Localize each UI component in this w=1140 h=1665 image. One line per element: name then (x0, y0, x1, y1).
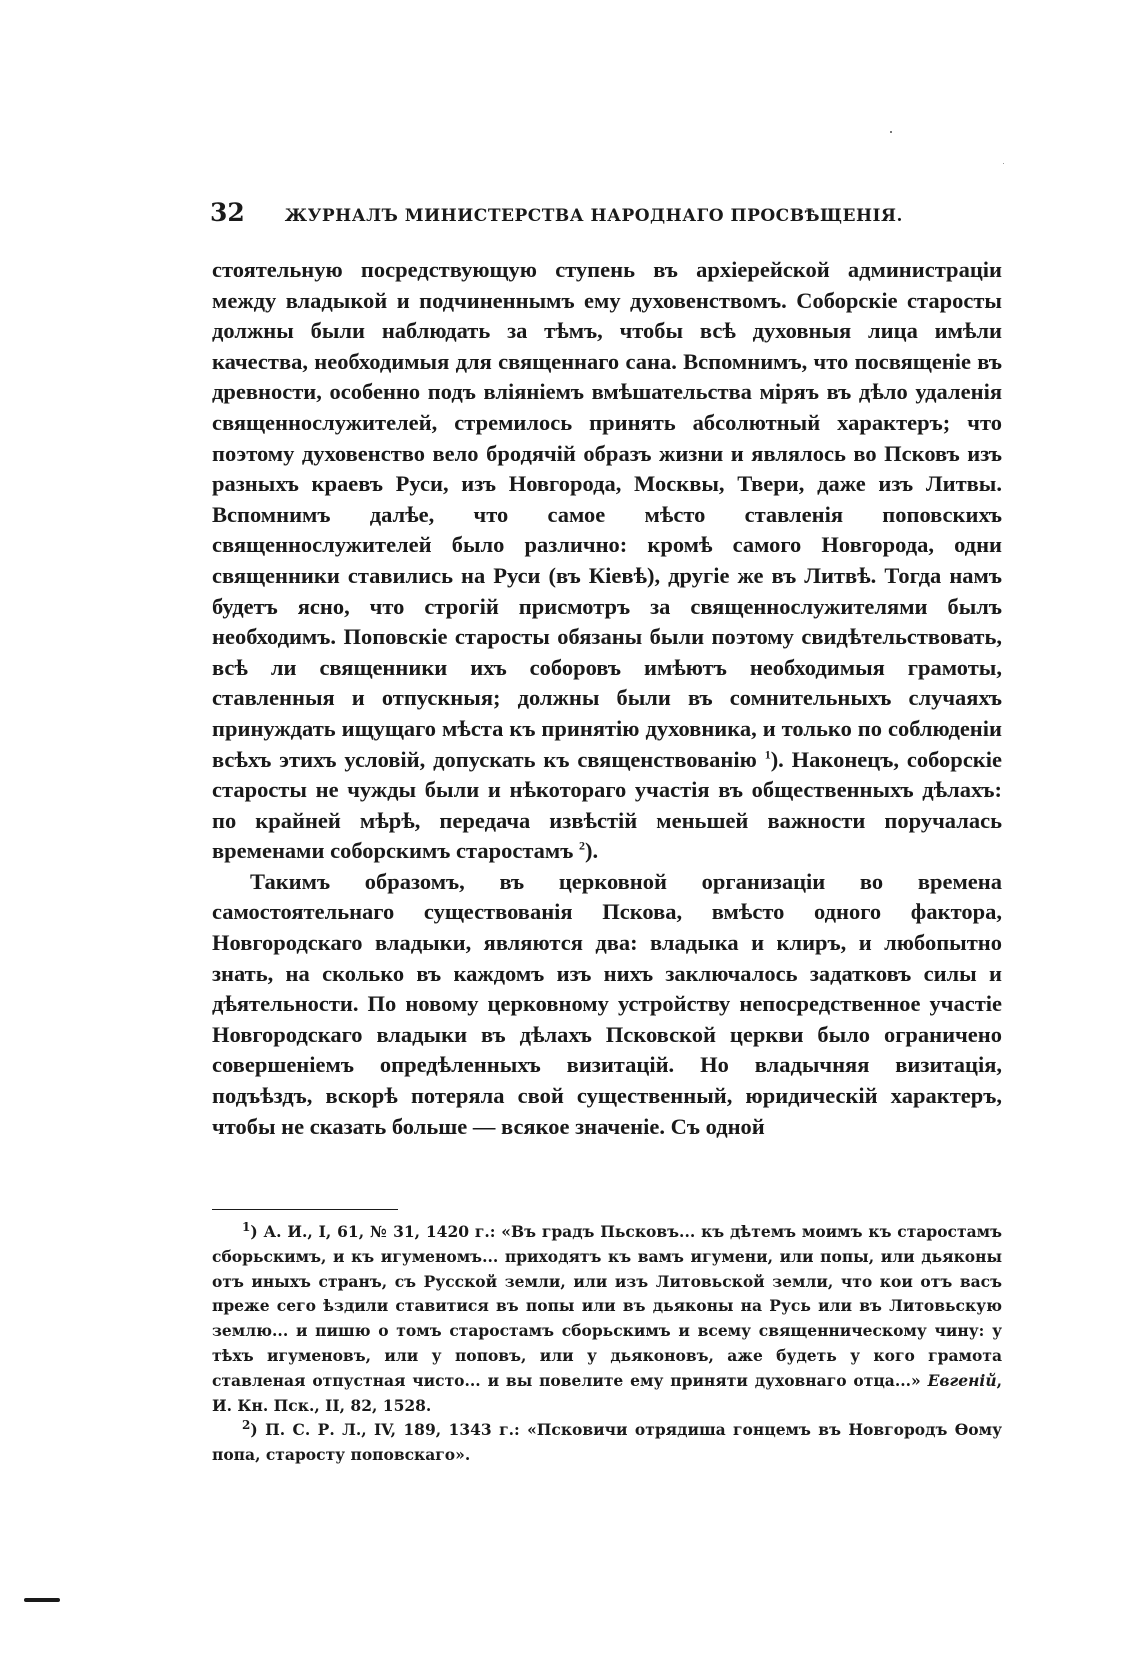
footnote (212, 1418, 1002, 1468)
footnote-text: ) П. С. Р. Л., IV, 189, 1343 г.: «Псковичи отрядиша гонцемъ въ Новгородъ Ѳому попа, старосту поповскаго». (212, 1420, 1002, 1465)
scan-speck (1003, 163, 1004, 164)
footnote (212, 1220, 1002, 1418)
scan-speck (890, 131, 892, 133)
footnote-mark: 1 (242, 1219, 251, 1234)
paragraph-text: ). Наконецъ, соборскіе старосты не чужды были и нѣкотораго участія въ общественныхъ дѣлахъ: по крайней мѣрѣ, передача извѣстій меньшей важности поручалась временами соборскимъ старостамъ (212, 746, 1003, 864)
footnote-text: , И. Кн. Пск., II, 82, 1528. (212, 1370, 1002, 1415)
paragraph-text: ). (585, 838, 599, 864)
body-text (212, 255, 1002, 1142)
running-title: ЖУРНАЛЪ МИНИСТЕРСТВА НАРОДНАГО ПРОСВѢЩЕНІЯ. (284, 206, 903, 226)
paragraph (212, 255, 1002, 867)
footnote-author: Евгеній (927, 1370, 997, 1390)
footnote-ref[interactable]: 2 (579, 838, 585, 853)
footnote-divider (212, 1209, 398, 1210)
paragraph-text: стоятельную посредствующую ступень въ архіерейской администраціи между владыкой и подчиненнымъ ему духовенствомъ. Соборскіе старосты должны были наблюдать за тѣмъ, чтобы всѣ духовныя лица имѣли качества, необходимыя для священнаго сана. Вспомнимъ, что посвященіе въ древности, особенно подъ вліяніемъ вмѣшательства міряъ въ дѣло удаленія священнослужителей, стремилось принять абсолютный характеръ; что поэтому духовенство вело бродячій образъ жизни и являлось во Псковъ изъ разныхъ краевъ Руси, изъ Новгорода, Москвы, Твери, даже изъ Литвы. Вспомнимъ далѣе, что самое мѣсто ставленія поповскихъ священнослужителей было различно: кромѣ самого Новгорода, одни священники ставились на Руси (въ Кіевѣ), другіе же въ Литвѣ. Тогда намъ будетъ ясно, что строгій присмотръ за священнослужителями былъ необходимъ. Поповскіе старосты обязаны были поэтому свидѣтельствовать, всѣ ли священники ихъ соборовъ имѣютъ необходимыя грамоты, ставленныя и отпускныя; должны были въ сомнительныхъ случаяхъ принуждать ищущаго мѣста къ принятію духовника, и только по соблюденіи всѣхъ этихъ условій, допускать къ священствованію (212, 257, 1002, 772)
paragraph: Такимъ образомъ, въ церковной организаціи во времена самостоятельнаго существованія Пскова, вмѣсто одного фактора, Новгородскаго владыки, являются два: владыка и клиръ, и любопытно знать, на сколько въ каждомъ изъ нихъ заключалось задатковъ силы и дѣятельности. По новому церковному устройству непосредственное участіе Новгородскаго владыки въ дѣлахъ Псковской церкви было ограничено совершеніемъ опредѣленныхъ визитацій. Но владычняя визитація, подъѣздъ, вскорѣ потеряла свой существенный, юридическій характеръ, чтобы не сказать больше — всякое значеніе. Съ одной (212, 868, 1002, 1139)
footnote-mark: 2 (242, 1418, 251, 1433)
page-header (210, 198, 903, 227)
footnote-text: ) А. И., I, 61, № 31, 1420 г.: «Въ градъ Пьсковъ... къ дѣтемъ моимъ къ старостамъ сборьскимъ, и къ игуменомъ... приходятъ къ вамъ игумени, или попы, или дьяконы отъ иныхъ странъ, съ Русской земли, или изъ Литовьской земли, что кои отъ васъ преже сего ѣздили ставитися въ попы или въ дьяконы на Русь или въ Литовьскую землю... и пишю о томъ старостамъ сборьскимъ и всему священническому чину: у тѣхъ игуменовъ, или у поповъ, или у дьяконовъ, аже будеть у кого грамота ставленая отпустная чисто... и вы повелите ему приняти духовнаго отца...» (212, 1222, 1002, 1390)
footnote-ref[interactable]: 1 (764, 747, 771, 761)
page-number: 32 (210, 198, 245, 227)
scan-edge-mark (24, 1598, 60, 1602)
footnotes (212, 1220, 1002, 1468)
